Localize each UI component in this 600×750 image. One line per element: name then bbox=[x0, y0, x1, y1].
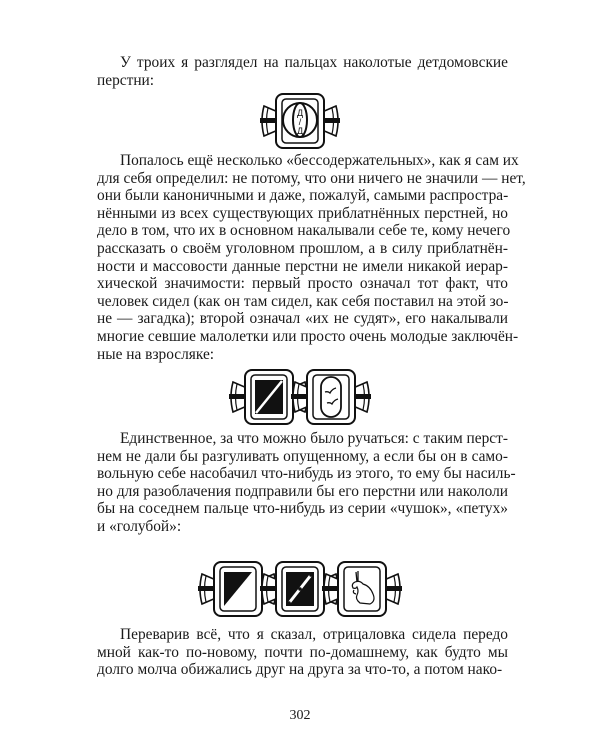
paragraph-4 bbox=[97, 626, 508, 679]
ring-illustration bbox=[198, 560, 402, 618]
text-line: долго молча обижались друг на друга за что-то, а потом нако- bbox=[97, 661, 503, 679]
text-line: нем не дали бы разгуливать опущенному, а если бы он в само- bbox=[97, 447, 508, 465]
figure-rings-degraded bbox=[0, 560, 600, 618]
ring-letters: Д/Д bbox=[295, 107, 305, 135]
page-number: 302 bbox=[289, 708, 311, 723]
text-line: перстни: bbox=[97, 71, 155, 89]
text-line: и «голубой»: bbox=[97, 517, 182, 535]
text-line: мной как-то по-новому, почти по-домашнему, как будто мы bbox=[97, 643, 508, 661]
text-line: не — загадка); второй означал «их не судят», его накалывали bbox=[97, 310, 508, 328]
text-line: дело в том, что их в основном накалывали себе те, кому нечего bbox=[97, 222, 511, 240]
text-line: вольную себе насобачил что-нибудь из этого, то ему бы насиль- bbox=[97, 465, 516, 483]
text-line: нёнными из всех существующих приблатнённых перстней, но bbox=[97, 204, 508, 222]
text-line: Переварив всё, что я сказал, отрицаловка сидела передо bbox=[120, 626, 508, 643]
text-line: но для разоблачения подправили бы его перстни или накололи bbox=[97, 482, 508, 500]
text-line: они были каноничными и даже, пожалуй, самыми распростра- bbox=[97, 187, 509, 205]
text-line: человек сидел (как он там сидел, как себя поставил на этой зо- bbox=[97, 292, 509, 310]
ring-birds bbox=[291, 370, 371, 424]
paragraph-3 bbox=[97, 430, 516, 536]
text-line: многие севшие малолетки или просто очень молодые заключён- bbox=[97, 327, 519, 345]
text-line: У троих я разглядел на пальцах наколотые детдомовские bbox=[120, 54, 508, 71]
ring-illustration bbox=[229, 368, 371, 426]
text-line: Единственное, за что можно было ручаться: с таким перст- bbox=[120, 430, 508, 447]
text-line: ные на взросляке: bbox=[97, 345, 215, 363]
text-line: ности и массовости данные перстни не имели никакой иерар- bbox=[97, 257, 508, 275]
text-line: бы на соседнем пальце что-нибудь из серии «чушок», «петух» bbox=[97, 500, 508, 518]
figure-rings-meaningless bbox=[0, 368, 600, 426]
text-line: хической значимости: первый просто означал тот факт, что bbox=[97, 275, 508, 293]
text-line: для себя определил: не потому, что они ничего не значили — нет, bbox=[97, 169, 526, 187]
paragraph-1 bbox=[97, 54, 508, 89]
text-line: рассказать о своём уголовном прошлом, а в силу приблатнён- bbox=[97, 239, 508, 257]
paragraph-2 bbox=[97, 152, 526, 363]
ring-rabbit bbox=[322, 562, 402, 616]
text-line: Попалось ещё несколько «бессодержательных», как я сам их bbox=[120, 152, 519, 169]
figure-ring-orphanage bbox=[0, 92, 600, 150]
